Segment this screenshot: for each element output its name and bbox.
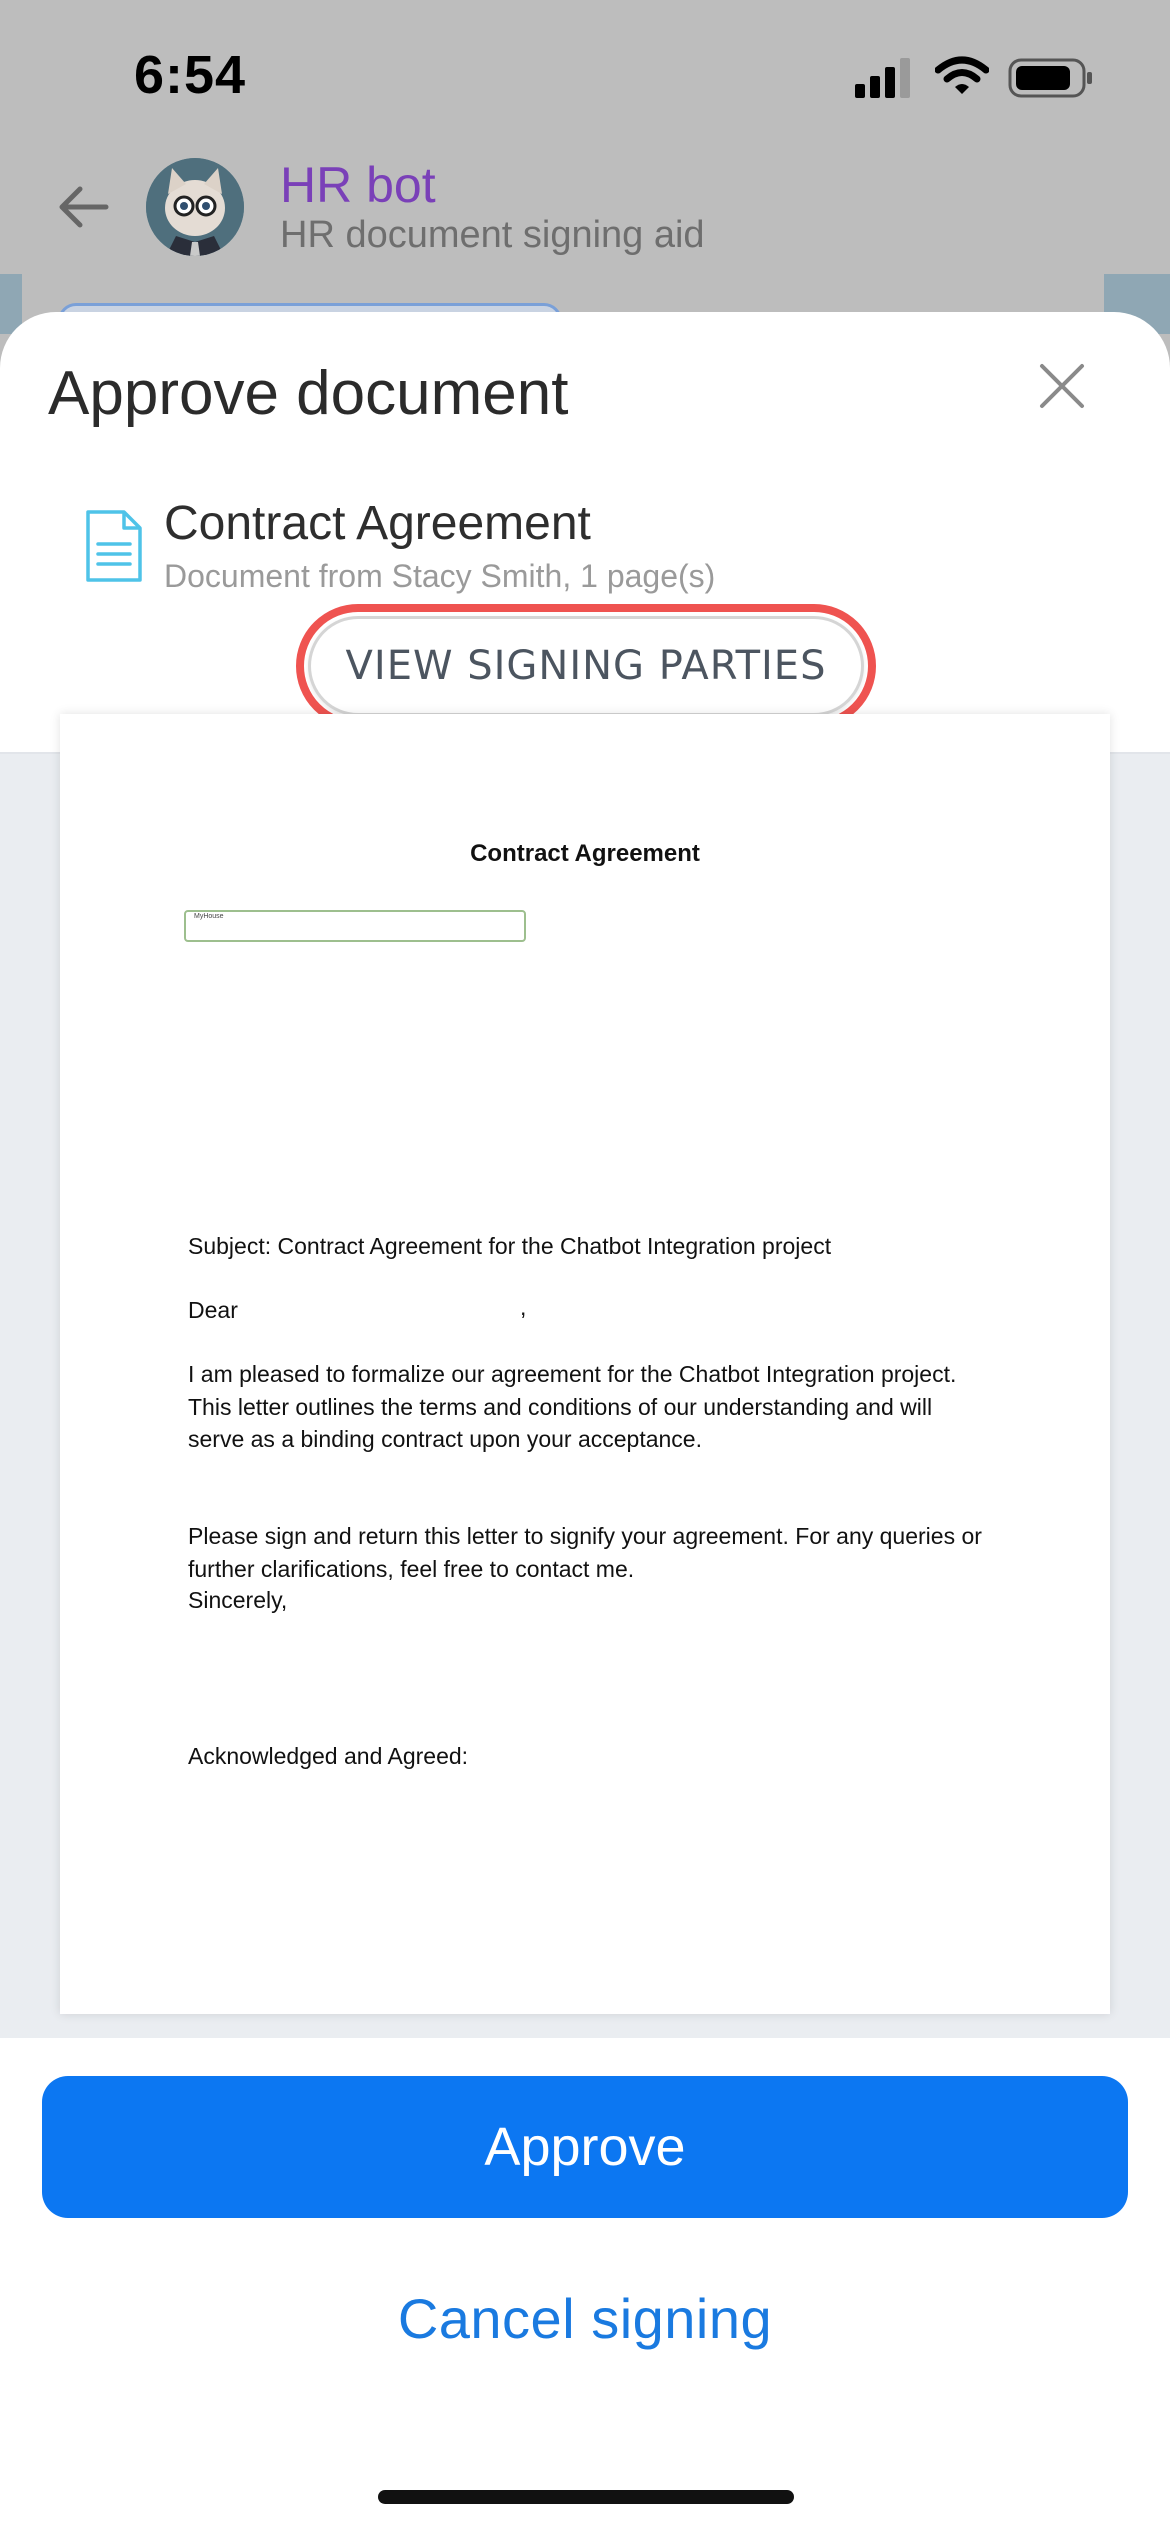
signal-icon	[855, 58, 915, 98]
document-name: Contract Agreement	[164, 497, 591, 550]
sheet-title: Approve document	[48, 359, 569, 428]
chat-title: HR bot	[280, 157, 436, 213]
signature-field[interactable]	[184, 910, 526, 942]
approve-button[interactable]: Approve	[42, 2076, 1128, 2218]
chat-subtitle: HR document signing aid	[280, 214, 705, 256]
page-closing: Sincerely,	[188, 1587, 288, 1613]
back-arrow-icon[interactable]	[56, 182, 112, 232]
document-meta: Document from Stacy Smith, 1 page(s)	[164, 558, 716, 594]
home-indicator	[378, 2490, 794, 2504]
page-paragraph: I am pleased to formalize our agreement for the Chatbot Integration project. This letter outlines the terms and conditions of our understanding and will serve as a binding contract upon your acceptance.	[188, 1361, 957, 1452]
page-acknowledgement: Acknowledged and Agreed:	[188, 1743, 469, 1769]
page-subject: Subject: Contract Agreement for the Chatbot Integration project	[188, 1233, 832, 1259]
status-bar	[0, 0, 1170, 150]
avatar[interactable]	[146, 158, 244, 256]
document-icon	[84, 508, 144, 584]
page-salutation: Dear	[188, 1297, 238, 1323]
page-paragraph: Please sign and return this letter to signify your agreement. For any queries or further clarifications, feel free to contact me.	[188, 1523, 982, 1582]
battery-icon	[1008, 58, 1094, 98]
document-page	[60, 714, 1110, 2014]
page-salutation-comma: ,	[520, 1294, 527, 1320]
view-signing-parties-button[interactable]: VIEW SIGNING PARTIES	[308, 616, 864, 716]
status-time: 6:54	[134, 45, 247, 105]
signature-field-label: MyHouse	[194, 913, 224, 920]
cancel-signing-button[interactable]: Cancel signing	[397, 2287, 773, 2350]
page-title: Contract Agreement	[470, 840, 700, 867]
close-icon[interactable]	[1030, 354, 1094, 418]
wifi-icon	[935, 56, 989, 96]
